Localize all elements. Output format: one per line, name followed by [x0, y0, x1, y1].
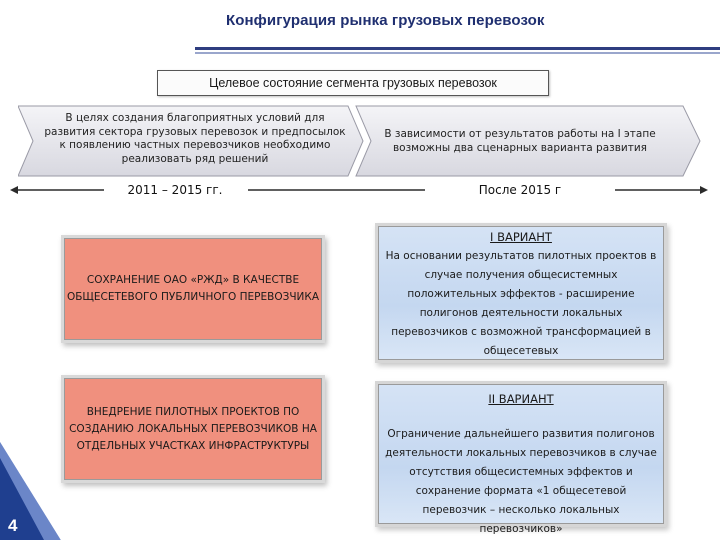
measure-box-rzd-text: СОХРАНЕНИЕ ОАО «РЖД» В КАЧЕСТВЕ ОБЩЕСЕТЕВОГО ПУБЛИЧНОГО ПЕРЕВОЗЧИКА [66, 274, 320, 303]
target-state-label: Целевое состояние сегмента грузовых перевозок [209, 76, 497, 90]
title-underline [195, 47, 720, 50]
measure-box-pilot-projects [64, 378, 322, 480]
target-state-box [157, 70, 549, 96]
variant-2-box [378, 384, 664, 535]
variant-1-box [378, 226, 664, 360]
chevron-stage-1-text: В целях создания благоприятных условий для развития сектора грузовых перевозок и предпосылок к появлению частных перевозчиков необходимо реализовать ряд решений [44, 112, 346, 165]
timeline-right-arrowhead [700, 186, 708, 194]
variant-2-title: II ВАРИАНТ [488, 392, 554, 406]
period-label-2011-2015: 2011 – 2015 гг. [127, 183, 223, 197]
page-number: 4 [8, 516, 18, 535]
period-label-after-2015: После 2015 г [478, 183, 562, 197]
slide-title: Конфигурация рынка грузовых перевозок [226, 12, 545, 29]
measure-box-pilot-projects-text: ВНЕДРЕНИЕ ПИЛОТНЫХ ПРОЕКТОВ ПО СОЗДАНИЮ ЛОКАЛЬНЫХ ПЕРЕВОЗЧИКОВ НА ОТДЕЛЬНЫХ УЧАСТКАХ ИНФРАСТРУКТУРЫ [69, 405, 317, 452]
timeline-left-arrowhead [10, 186, 18, 194]
variant-2-text: Ограничение дальнейшего развития полигонов деятельности локальных перевозчиков в случае отсутствия общесистемных эффектов и сохранение формата «1 общесетевой перевозчик – несколько локальных перевозчиков» [385, 428, 657, 535]
variant-1-title: I ВАРИАНТ [490, 230, 552, 244]
variant-1-text: На основании результатов пилотных проектов в случае получения общесистемных положительных эффектов - расширение полигонов деятельности локальных перевозчиков с возможной трансформацией в общесетевых [385, 250, 657, 357]
title-underline-light [195, 52, 720, 54]
chevron-stage-2-text: В зависимости от результатов работы на I этапе возможны два сценарных варианта развития [384, 128, 656, 154]
measure-box-rzd [64, 238, 322, 340]
